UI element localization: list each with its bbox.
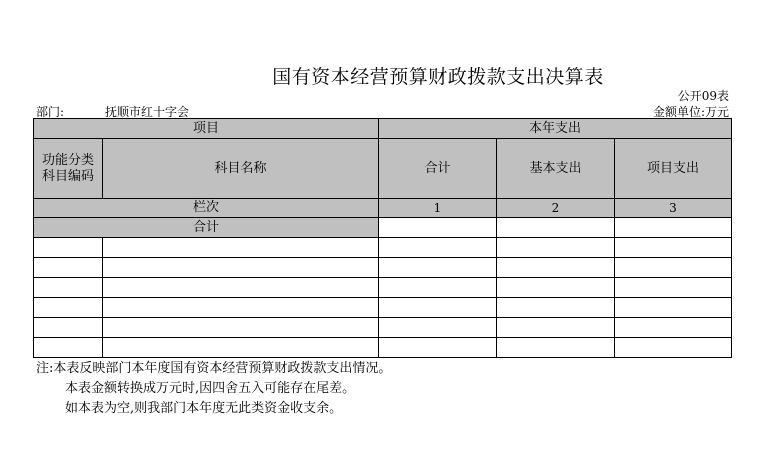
header-project-expenditure: 项目支出 [615,139,732,199]
header-row-columns [34,139,732,199]
note-line-1: 注:本表反映部门本年度国有资本经营预算财政拨款支出情况。 [36,361,392,376]
table-row [34,238,732,258]
department-label: 部门: [36,105,65,119]
header-project: 项目 [34,119,379,139]
table-row [34,278,732,298]
header-total: 合计 [379,139,497,199]
header-row-top [34,119,732,139]
header-subject-name: 科目名称 [103,139,379,199]
note-line-2: 本表金额转换成万元时,因四舍五入可能存在尾差。 [65,381,356,396]
total-project-cell [615,218,732,238]
expenditure-table [33,118,732,358]
department-name: 抚顺市红十字会 [105,105,190,119]
column-number-1: 1 [379,199,497,218]
total-label: 合计 [34,218,379,238]
total-basic-cell [497,218,615,238]
amount-unit: 金额单位:万元 [652,105,729,119]
column-number-3: 3 [615,199,732,218]
header-function-code: 功能分类 科目编码 [34,139,103,199]
column-number-2: 2 [497,199,615,218]
table-row [34,258,732,278]
form-number: 公开09表 [677,89,729,103]
header-basic-expenditure: 基本支出 [497,139,615,199]
header-current-year-expenditure: 本年支出 [379,119,732,139]
column-number-row [34,199,732,218]
notes [36,359,391,419]
note-line-3: 如本表为空,则我部门本年度无此类资金收支余。 [65,401,343,416]
column-number-label: 栏次 [34,199,379,218]
table-row [34,318,732,338]
table-row [34,298,732,318]
total-row [34,218,732,238]
report-title: 国有资本经营预算财政拨款支出决算表 [272,66,604,88]
total-cell [379,218,497,238]
table-row [34,338,732,358]
